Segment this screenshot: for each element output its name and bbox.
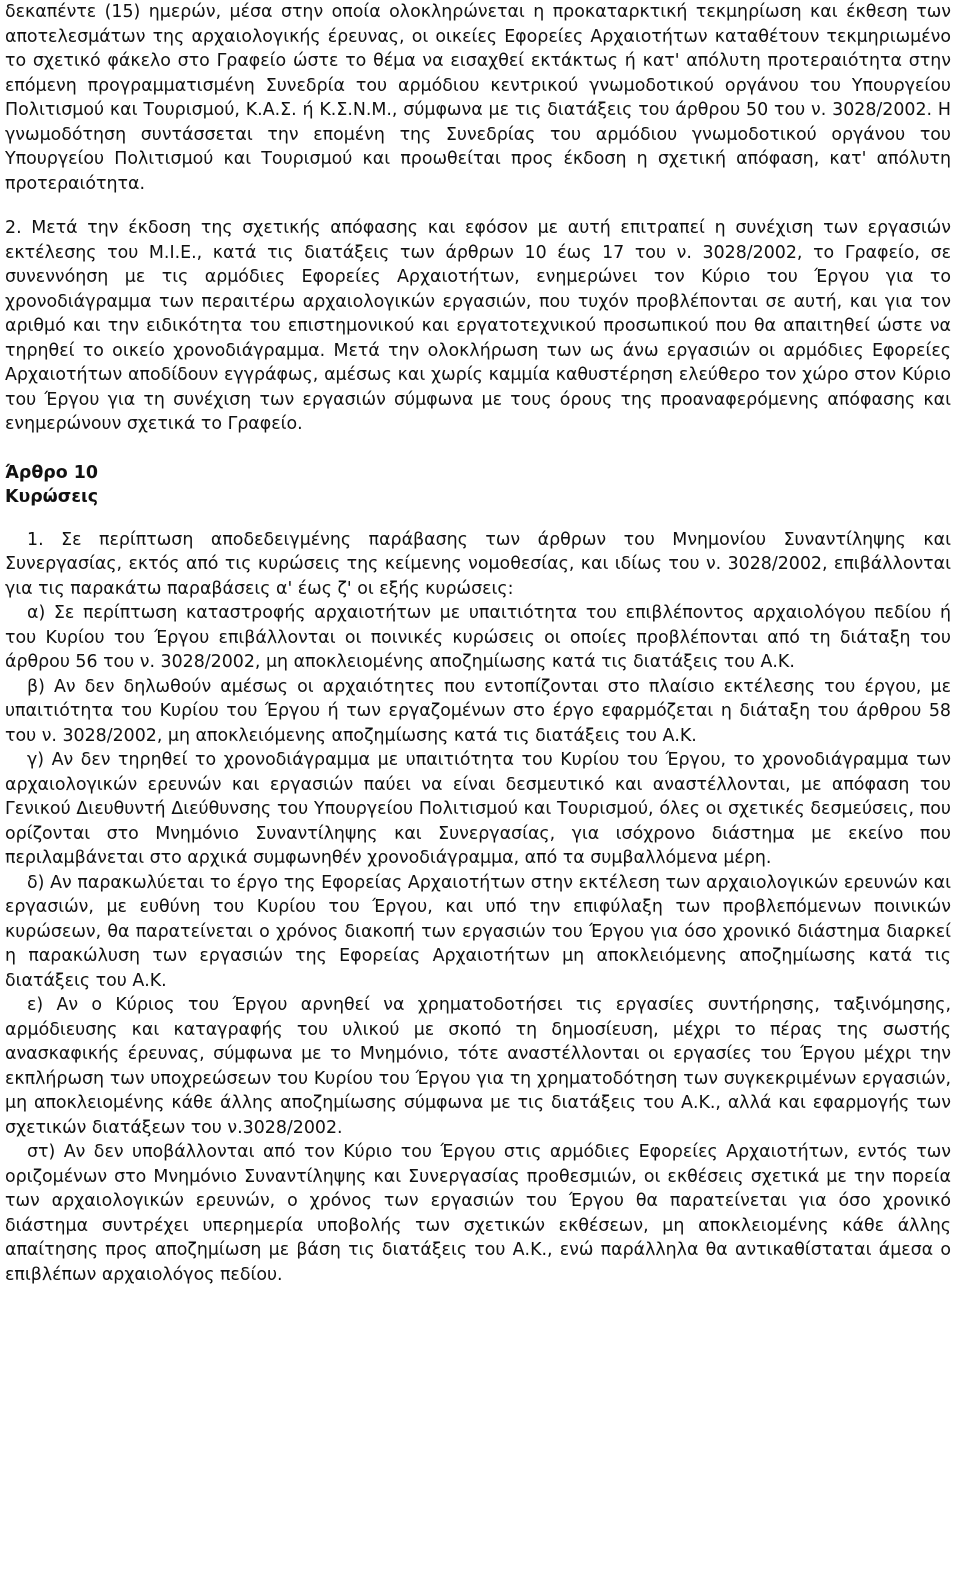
article-subtitle: Κυρώσεις — [5, 487, 99, 507]
item-f: στ) Αν δεν υποβάλλονται από τον Κύριο του Έργου στις αρμόδιες Εφορείες Αρχαιοτήτων, εντός των οριζομένων στο Μνημόνιο Συναντίληψης και Συνεργασίας προθεσμιών, οι εκθέσεις σχετικά με την πορεία των αρχαιολογικών ερευνών, ο χρόνος των εργασιών του Έργου θα παρατείνεται για όσο χρονικό διάστημα συντρέχει υπερημερία υποβολής των σχετικών εκθέσεων, μη αποκλειομένης κάθε άλλης απαίτησης προς αποζημίωση με βάση τις διατάξεις του Α.Κ., ενώ παράλληλα θα αντικαθίσταται άμεσα ο επιβλέπων αρχαιολόγος πεδίου. — [5, 1142, 951, 1285]
item-e: ε) Αν ο Κύριος του Έργου αρνηθεί να χρηματοδοτήσει τις εργασίες συντήρησης, ταξινόμησης, αρμόδιευσης και καταγραφής του υλικού με σκοπό τη δημοσίευση, μέχρι το πέρας της σωστής ανασκαφικής έρευνας, σύμφωνα με το Μνημόνιο, τότε αναστέλλονται οι εργασίες του Έργου μέχρι την εκπλήρωση των υποχρεώσεων του Κυρίου του Έργου για τη χρηματοδότηση των συγκεκριμένων εργασιών, μη αποκλειομένης κάθε άλλης αποζημίωσης σύμφωνα με τις διατάξεις του Α.Κ., αλλά και εφαρμογής των σχετικών διατάξεων του ν.3028/2002. — [5, 995, 951, 1138]
item-b: β) Αν δεν δηλωθούν αμέσως οι αρχαιότητες που εντοπίζονται στο πλαίσιο εκτέλεσης του έργου, με υπαιτιότητα του Κυρίου του Έργου ή των εργαζομένων στο έργο εφαρμόζεται η διάταξη του άρθρου 58 του ν. 3028/2002, μη αποκλειόμενης αποζημίωσης κατά τις διατάξεις του Α.Κ. — [5, 676, 951, 746]
article-title: Άρθρο 10 — [5, 462, 98, 483]
continued-paragraph: δεκαπέντε (15) ημερών, μέσα στην οποία ολοκληρώνεται η προκαταρκτική τεκμηρίωση και έκθεση των αποτελεσμάτων της αρχαιολογικής έρευνας, οι οικείες Εφορείες Αρχαιοτήτων καταθέτουν τεκμηριωμένο το σχετικό φάκελο στο Γραφείο ώστε το θέμα να εισαχθεί εκτάκτως ή κατ' απόλυτη προτεραιότητα στην επόμενη προγραμματισμένη Συνεδρία του αρμόδιου κεντρικού γνωμοδοτικού οργάνου του Υπουργείου Πολιτισμού και Τουρισμού, Κ.Α.Σ. ή Κ.Σ.Ν.Μ., σύμφωνα με τις διατάξεις του άρθρου 50 του ν. 3028/2002. Η γνωμοδότηση συντάσσεται την επομένη της Συνεδρίας του αρμόδιου γνωμοδοτικού οργάνου του Υπουργείου Πολιτισμού και Τουρισμού και προωθείται προς έκδοση η σχετική απόφαση, κατ' απόλυτη προτεραιότητα. — [5, 2, 951, 194]
item-a: α) Σε περίπτωση καταστροφής αρχαιοτήτων με υπαιτιότητα του επιβλέποντος αρχαιολόγου πεδίου ή του Κυρίου του Έργου επιβάλλονται οι ποινικές κυρώσεις οι οποίες προβλέπονται από τη διάταξη του άρθρου 56 του ν. 3028/2002, μη αποκλειομένης αποζημίωσης κατά τις διατάξεις του Α.Κ. — [5, 603, 951, 672]
heading-gap — [5, 510, 951, 528]
document-page — [5, 0, 951, 1287]
section-gap — [5, 437, 951, 461]
paragraph-2: 2. Μετά την έκδοση της σχετικής απόφασης και εφόσον με αυτή επιτραπεί η συνέχιση των εργασιών εκτέλεσης του Μ.Ι.Ε., κατά τις διατάξεις των άρθρων 10 έως 17 του ν. 3028/2002, το Γραφείο, σε συνεννόηση με τις αρμόδιες Εφορείες Αρχαιοτήτων, ενημερώνει τον Κύριο του Έργου για το χρονοδιάγραμμα των περαιτέρω αρχαιολογικών εργασιών, που τυχόν προβλέπονται σε αυτή, και για τον αριθμό και την ειδικότητα του επιστημονικού και εργατοτεχνικού προσωπικού που θα απαιτηθεί ώστε να τηρηθεί το οικείο χρονοδιάγραμμα. Μετά την ολοκλήρωση των ως άνω εργασιών οι αρμόδιες Εφορείες Αρχαιοτήτων αποδίδουν εγγράφως, αμέσως και χωρίς καμμία καθυστέρηση ελεύθερο τον χώρο στον Κύριο του Έργου για τη συνέχιση των εργασιών σύμφωνα με τους όρους της προαναφερόμενης απόφασης και ενημερώνουν σχετικά το Γραφείο. — [5, 218, 951, 434]
item-c: γ) Αν δεν τηρηθεί το χρονοδιάγραμμα με υπαιτιότητα του Κυρίου του Έργου, το χρονοδιάγραμμα των αρχαιολογικών ερευνών και εργασιών παύει να είναι δεσμευτικό και αναστέλλονται, με απόφαση του Γενικού Διευθυντή Διεύθυνσης του Υπουργείου Πολιτισμού και Τουρισμού, όλες οι σχετικές δεσμεύσεις, που ορίζονται στο Μνημόνιο Συναντίληψης και Συνεργασίας, για ισόχρονο διάστημα με εκείνο που περιλαμβάνεται στο αρχικά συμφωνηθέν χρονοδιάγραμμα, από τα συμβαλλόμενα μέρη. — [5, 750, 951, 868]
article-paragraph-1: 1. Σε περίπτωση αποδεδειγμένης παράβασης των άρθρων του Μνημονίου Συναντίληψης και Συνεργασίας, εκτός από τις κυρώσεις της κείμενης νομοθεσίας, και ιδίως του ν. 3028/2002, επιβάλλονται για τις παρακάτω παραβάσεις α' έως ζ' οι εξής κυρώσεις: — [5, 529, 951, 599]
paragraph-gap — [5, 196, 951, 216]
item-d: δ) Αν παρακωλύεται το έργο της Εφορείας Αρχαιοτήτων στην εκτέλεση των αρχαιολογικών ερευνών και εργασιών, με ευθύνη του Κυρίου του Έργου, και υπό την επιφύλαξη των προβλεπόμενων ποινικών κυρώσεων, θα παρατείνεται ο χρόνος διακοπή των εργασιών του Έργου για όσο χρονικό διάστημα διαρκεί η παρακώλυση των εργασιών της Εφορείας Αρχαιοτήτων μη αποκλειόμενης αποζημίωσης κατά τις διατάξεις του Α.Κ. — [5, 872, 951, 991]
